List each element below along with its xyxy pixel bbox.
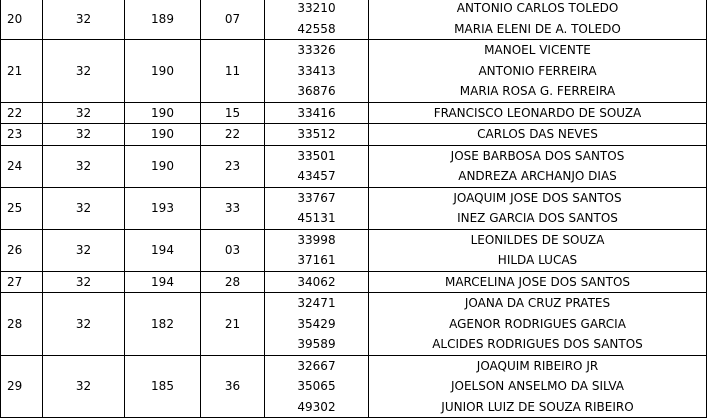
registration-number: 36876 bbox=[297, 84, 336, 98]
person-name: MARIA ELENI DE A. TOLEDO bbox=[454, 21, 621, 36]
seq-cell: 27 bbox=[1, 271, 43, 293]
person-name: JOAQUIM RIBEIRO JR bbox=[476, 358, 599, 373]
names-cell bbox=[369, 0, 707, 40]
seq-cell: 22 bbox=[1, 102, 43, 124]
registration-cell bbox=[265, 293, 369, 356]
registration-number: 35065 bbox=[297, 379, 336, 393]
registration-number: 45131 bbox=[297, 211, 336, 225]
names-cell bbox=[369, 271, 707, 293]
person-name: CARLOS DAS NEVES bbox=[477, 127, 598, 141]
names-cell bbox=[369, 187, 707, 229]
col4-cell: 21 bbox=[201, 293, 265, 356]
registration-number: 42558 bbox=[297, 21, 336, 36]
registration-number: 33416 bbox=[297, 105, 336, 120]
names-cell bbox=[369, 229, 707, 271]
person-name: MARIA ROSA G. FERREIRA bbox=[459, 84, 616, 98]
seq-cell: 29 bbox=[1, 355, 43, 418]
person-name: MARCELINA JOSE DOS SANTOS bbox=[444, 274, 631, 289]
table-row bbox=[1, 0, 707, 40]
seq-cell: 28 bbox=[1, 293, 43, 356]
col2-cell: 32 bbox=[43, 187, 125, 229]
col3-cell: 193 bbox=[125, 187, 201, 229]
col3-cell: 189 bbox=[125, 0, 201, 40]
col2-cell: 32 bbox=[43, 293, 125, 356]
col2-cell: 32 bbox=[43, 40, 125, 103]
col3-cell: 190 bbox=[125, 124, 201, 146]
col4-cell: 15 bbox=[201, 102, 265, 124]
registration-number: 33512 bbox=[297, 127, 336, 141]
person-name: INEZ GARCIA DOS SANTOS bbox=[457, 211, 618, 225]
registration-cell bbox=[265, 0, 369, 40]
table-row bbox=[1, 229, 707, 271]
col2-cell: 32 bbox=[43, 124, 125, 146]
names-cell bbox=[369, 145, 707, 187]
person-name: JOANA DA CRUZ PRATES bbox=[464, 296, 611, 310]
col4-cell: 23 bbox=[201, 145, 265, 187]
person-name: LEONILDES DE SOUZA bbox=[470, 232, 605, 247]
seq-cell: 23 bbox=[1, 124, 43, 146]
col2-cell: 32 bbox=[43, 271, 125, 293]
col3-cell: 190 bbox=[125, 40, 201, 103]
person-name: ANTONIO FERREIRA bbox=[478, 63, 597, 78]
names-cell bbox=[369, 40, 707, 103]
table-row bbox=[1, 124, 707, 146]
person-name: FRANCISCO LEONARDO DE SOUZA bbox=[433, 105, 642, 120]
registration-number: 33767 bbox=[297, 190, 336, 205]
col4-cell: 33 bbox=[201, 187, 265, 229]
registration-number: 37161 bbox=[297, 253, 336, 267]
person-name: ALCIDES RODRIGUES DOS SANTOS bbox=[432, 337, 643, 351]
col3-cell: 194 bbox=[125, 229, 201, 271]
seq-cell: 24 bbox=[1, 145, 43, 187]
registration-number: 43457 bbox=[297, 169, 336, 183]
registration-cell bbox=[265, 187, 369, 229]
col2-cell: 32 bbox=[43, 229, 125, 271]
table-row bbox=[1, 355, 707, 418]
person-name: ANDREZA ARCHANJO DIAS bbox=[458, 169, 617, 183]
registration-cell bbox=[265, 355, 369, 418]
names-cell bbox=[369, 102, 707, 124]
person-name: JOSE BARBOSA DOS SANTOS bbox=[450, 148, 625, 163]
col3-cell: 194 bbox=[125, 271, 201, 293]
seq-cell: 21 bbox=[1, 40, 43, 103]
registration-number: 33413 bbox=[297, 63, 336, 78]
person-name: JOAQUIM JOSE DOS SANTOS bbox=[453, 190, 622, 205]
names-cell bbox=[369, 355, 707, 418]
col2-cell: 32 bbox=[43, 0, 125, 40]
registration-number: 32667 bbox=[297, 358, 336, 373]
col4-cell: 22 bbox=[201, 124, 265, 146]
seq-cell: 26 bbox=[1, 229, 43, 271]
registration-number: 39589 bbox=[297, 337, 336, 351]
col4-cell: 36 bbox=[201, 355, 265, 418]
registration-number: 34062 bbox=[297, 274, 336, 289]
col4-cell: 11 bbox=[201, 40, 265, 103]
registration-cell bbox=[265, 229, 369, 271]
col2-cell: 32 bbox=[43, 102, 125, 124]
seq-cell: 25 bbox=[1, 187, 43, 229]
seq-cell: 20 bbox=[1, 0, 43, 40]
table-row bbox=[1, 271, 707, 293]
table-row bbox=[1, 145, 707, 187]
registration-cell bbox=[265, 40, 369, 103]
person-name: HILDA LUCAS bbox=[497, 253, 578, 267]
registration-cell bbox=[265, 124, 369, 146]
person-name: MANOEL VICENTE bbox=[484, 43, 591, 57]
col4-cell: 07 bbox=[201, 0, 265, 40]
registration-cell bbox=[265, 145, 369, 187]
table-row bbox=[1, 40, 707, 103]
table-row bbox=[1, 102, 707, 124]
col3-cell: 182 bbox=[125, 293, 201, 356]
col3-cell: 185 bbox=[125, 355, 201, 418]
col2-cell: 32 bbox=[43, 355, 125, 418]
registration-number: 33210 bbox=[297, 1, 336, 15]
names-cell bbox=[369, 293, 707, 356]
person-name: AGENOR RODRIGUES GARCIA bbox=[449, 316, 626, 331]
registration-number: 32471 bbox=[297, 296, 336, 310]
person-name: ANTONIO CARLOS TOLEDO bbox=[456, 1, 619, 15]
person-name: JUNIOR LUIZ DE SOUZA RIBEIRO bbox=[441, 399, 634, 414]
col4-cell: 03 bbox=[201, 229, 265, 271]
registration-cell bbox=[265, 102, 369, 124]
table-row bbox=[1, 187, 707, 229]
registration-number: 33998 bbox=[297, 232, 336, 247]
col3-cell: 190 bbox=[125, 102, 201, 124]
registration-number: 49302 bbox=[297, 399, 336, 414]
person-name: JOELSON ANSELMO DA SILVA bbox=[450, 379, 624, 393]
table-row bbox=[1, 293, 707, 356]
registration-number: 33326 bbox=[297, 43, 336, 57]
col2-cell: 32 bbox=[43, 145, 125, 187]
registration-number: 33501 bbox=[297, 148, 336, 163]
registration-cell bbox=[265, 271, 369, 293]
names-cell bbox=[369, 124, 707, 146]
col4-cell: 28 bbox=[201, 271, 265, 293]
col3-cell: 190 bbox=[125, 145, 201, 187]
registration-number: 35429 bbox=[297, 316, 336, 331]
